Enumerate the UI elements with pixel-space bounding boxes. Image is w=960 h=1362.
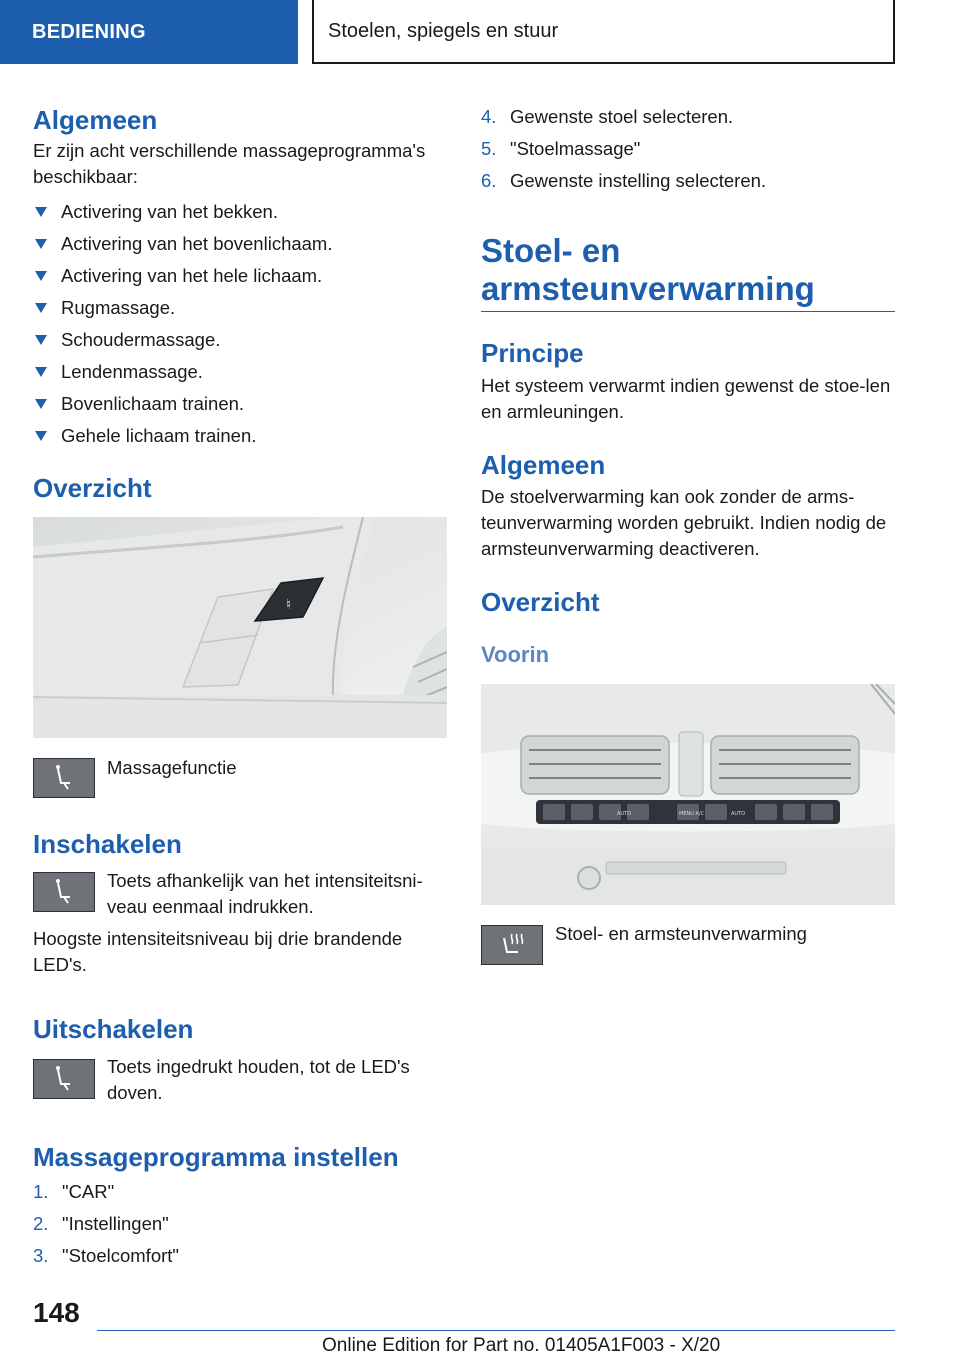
list-item: Activering van het bekken. — [33, 196, 447, 228]
list-item: Lendenmassage. — [33, 356, 447, 388]
footer-rule — [97, 1330, 895, 1331]
bullet-triangle-icon — [35, 431, 47, 441]
heading-uitschakelen: Uitschakelen — [33, 1014, 194, 1044]
heading-massageprogramma: Massageprogramma instellen — [33, 1142, 399, 1172]
list-item: 4. Gewenste stoel selecteren. — [481, 106, 734, 127]
heading-principe: Principe — [481, 338, 584, 368]
panel-label-menu: MENU A/C — [679, 811, 705, 817]
seat-massage-icon — [33, 1059, 95, 1099]
heading-overzicht-right: Overzicht — [481, 587, 600, 617]
principe-text: Het systeem verwarmt indien gewenst de stoe-len en armleuningen. — [481, 375, 891, 422]
steps-left — [33, 1176, 447, 1272]
door-panel-image — [33, 517, 447, 738]
section-title — [481, 232, 895, 308]
heading-inschakelen: Inschakelen — [33, 829, 182, 859]
caption-stoel-armsteun: Stoel- en armsteunverwarming — [555, 923, 807, 944]
panel-label-auto-2: AUTO — [731, 811, 746, 817]
caption-massagefunctie: Massagefunctie — [107, 757, 237, 778]
list-item: Schoudermassage. — [33, 324, 447, 356]
footer-text: Online Edition for Part no. 01405A1F003 - X/20 — [322, 1335, 721, 1356]
header-title: Stoelen, spiegels en stuur — [312, 0, 895, 64]
inschakelen-icon-text: Toets afhankelijk van het intensiteitsni-veau eenmaal indrukken. — [107, 870, 423, 917]
algemeen-right-text: De stoelverwarming kan ook zonder de arms-teunverwarming worden gebruikt. Indien nodig de armsteunverwarming deactiveren. — [481, 486, 887, 559]
list-item: 1. "CAR" — [33, 1181, 115, 1202]
bullet-triangle-icon — [35, 399, 47, 409]
heading-overzicht: Overzicht — [33, 473, 152, 503]
bullet-triangle-icon — [35, 207, 47, 217]
seat-massage-icon — [33, 758, 95, 798]
list-item: 5. "Stoelmassage" — [481, 138, 641, 159]
title-line-1: Stoel- en — [481, 232, 621, 269]
bullet-triangle-icon — [35, 271, 47, 281]
left-algemeen — [33, 104, 447, 452]
subheading-voorin: Voorin — [481, 642, 550, 667]
list-item: 6. Gewenste instelling selecteren. — [481, 170, 767, 191]
intro-text: Er zijn acht verschillende massageprogramma's beschikbaar: — [33, 140, 426, 187]
header-section: BEDIENING — [0, 0, 298, 64]
steps-right — [481, 101, 895, 197]
uitschakelen-icon-text: Toets ingedrukt houden, tot de LED's doven. — [107, 1056, 410, 1103]
inschakelen-text: Hoogste intensiteitsniveau bij drie brandende LED's. — [33, 928, 403, 975]
bullet-triangle-icon — [35, 239, 47, 249]
bullet-triangle-icon — [35, 335, 47, 345]
list-item: Activering van het bovenlichaam. — [33, 228, 447, 260]
seat-heating-icon — [481, 925, 543, 965]
bullet-triangle-icon — [35, 367, 47, 377]
heading-algemeen: Algemeen — [33, 105, 158, 135]
list-item: Activering van het hele lichaam. — [33, 260, 447, 292]
list-item: 3. "Stoelcomfort" — [33, 1245, 179, 1266]
seat-massage-icon — [33, 872, 95, 912]
svg-text:♮: ♮ — [286, 597, 292, 613]
list-item: Bovenlichaam trainen. — [33, 388, 447, 420]
list-item: Rugmassage. — [33, 292, 447, 324]
title-line-2: armsteunverwarming — [481, 270, 815, 307]
title-rule — [481, 311, 895, 312]
list-item: 2. "Instellingen" — [33, 1213, 169, 1234]
program-list — [33, 196, 447, 452]
page-number: 148 — [33, 1297, 80, 1328]
bullet-triangle-icon — [35, 303, 47, 313]
list-item: Gehele lichaam trainen. — [33, 420, 447, 452]
panel-label-auto-1: AUTO — [617, 811, 632, 817]
heading-algemeen-right: Algemeen — [481, 450, 606, 480]
dashboard-vents-image — [481, 684, 895, 905]
